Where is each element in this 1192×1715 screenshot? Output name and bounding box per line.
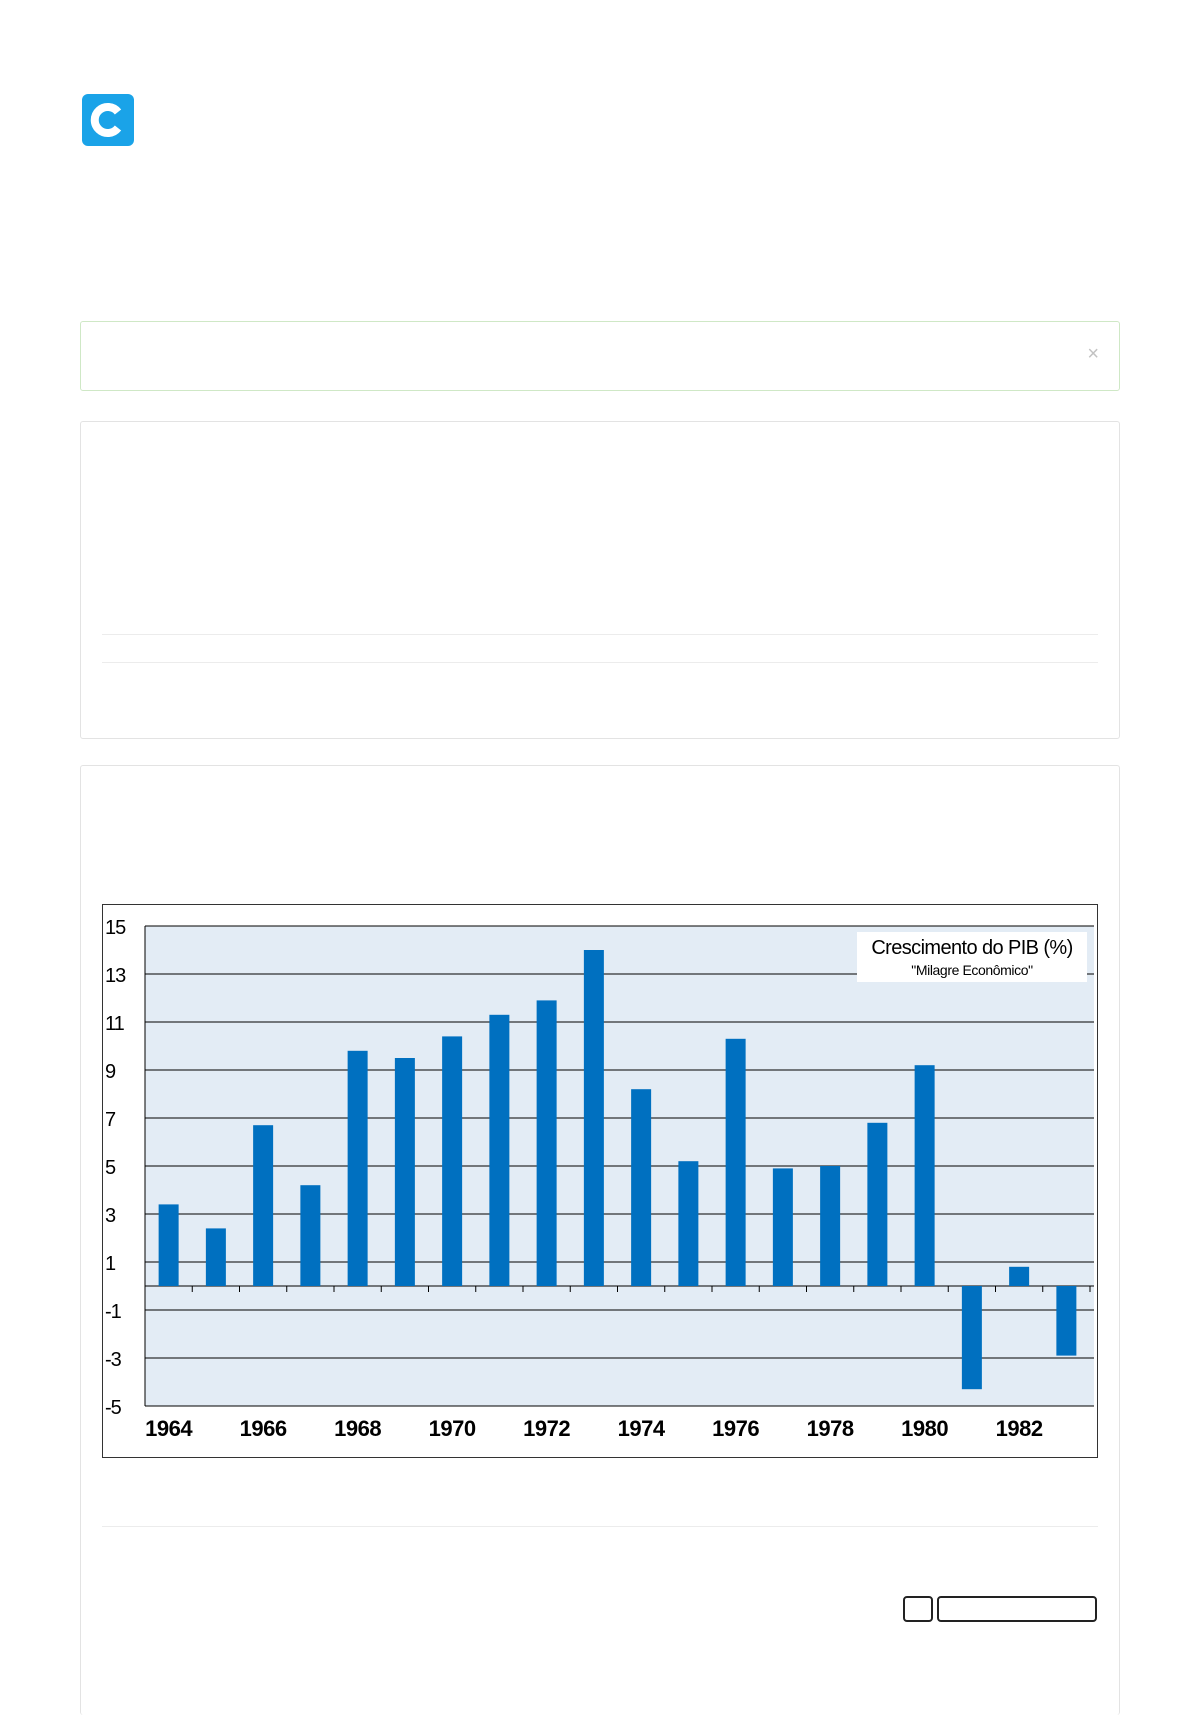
bar-1965 <box>206 1228 226 1286</box>
y-tick-label: 15 <box>105 917 126 939</box>
brand-logo-icon <box>82 94 134 146</box>
bar-1977 <box>773 1168 793 1286</box>
bar-1978 <box>820 1166 840 1286</box>
bar-1974 <box>631 1089 651 1286</box>
bar-1973 <box>584 950 604 1286</box>
bar-1964 <box>159 1204 179 1286</box>
small-action-button[interactable] <box>903 1596 933 1622</box>
bar-1980 <box>915 1065 935 1286</box>
y-tick-label: -3 <box>105 1349 121 1371</box>
bar-1968 <box>348 1051 368 1286</box>
chart-subtitle: "Milagre Econômico" <box>911 962 1033 978</box>
y-tick-label: 9 <box>105 1061 116 1083</box>
y-tick-label: 1 <box>105 1253 116 1275</box>
bar-1976 <box>726 1039 746 1286</box>
close-icon[interactable]: × <box>1087 343 1099 365</box>
chart-card <box>80 765 1120 1715</box>
x-tick-label: 1976 <box>712 1416 760 1441</box>
gdp-chart <box>102 904 1098 1458</box>
bar-1969 <box>395 1058 415 1286</box>
y-tick-label: 11 <box>105 1013 124 1035</box>
y-tick-label: 3 <box>105 1205 116 1227</box>
y-tick-label: 7 <box>105 1109 116 1131</box>
divider <box>102 1526 1098 1527</box>
x-tick-label: 1980 <box>901 1416 949 1441</box>
wide-action-button[interactable] <box>937 1596 1097 1622</box>
bar-1982 <box>1009 1267 1029 1286</box>
bar-1972 <box>537 1000 557 1286</box>
chart-title: Crescimento do PIB (%) <box>871 937 1073 959</box>
y-tick-label: 5 <box>105 1157 116 1179</box>
chart-legend-box <box>857 932 1087 982</box>
x-tick-label: 1978 <box>806 1416 854 1441</box>
x-tick-label: 1968 <box>334 1416 382 1441</box>
x-tick-label: 1982 <box>995 1416 1043 1441</box>
bar-1979 <box>867 1123 887 1286</box>
bar-1975 <box>678 1161 698 1286</box>
x-tick-label: 1966 <box>239 1416 287 1441</box>
question-card <box>80 421 1120 739</box>
bar-1971 <box>489 1015 509 1286</box>
x-tick-label: 1972 <box>523 1416 571 1441</box>
bar-1970 <box>442 1036 462 1286</box>
x-tick-label: 1970 <box>428 1416 476 1441</box>
x-tick-label: 1964 <box>145 1416 193 1441</box>
y-tick-label: -5 <box>105 1397 121 1419</box>
divider <box>102 662 1098 663</box>
x-tick-label: 1974 <box>617 1416 665 1441</box>
alert-banner <box>80 321 1120 391</box>
y-tick-label: 13 <box>105 965 126 987</box>
bar-1966 <box>253 1125 273 1286</box>
bar-1967 <box>300 1185 320 1286</box>
y-tick-label: -1 <box>105 1301 121 1323</box>
bar-1983 <box>1056 1286 1076 1356</box>
logo-background <box>82 94 134 146</box>
bar-1981 <box>962 1286 982 1389</box>
divider <box>102 634 1098 635</box>
gdp-chart-svg <box>102 904 1098 1458</box>
